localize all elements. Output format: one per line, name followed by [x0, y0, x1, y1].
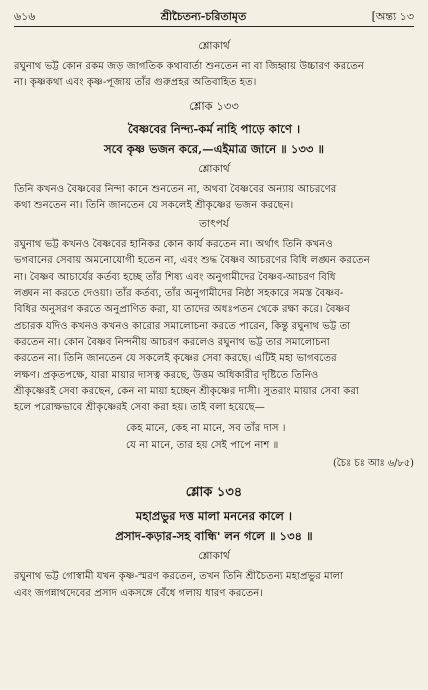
quote-line: যে না মানে, তার হয় সেই পাপে নাশ ॥	[126, 440, 279, 452]
page-number: ৬১৬	[14, 10, 36, 23]
translation-line: না। কৃষ্ণকথা এবং কৃষ্ণ-পূজায় তাঁর গুরুপ্রহর অতিবাহিত হত।	[14, 77, 257, 89]
purport-line: করতেন না। কোন বৈষ্ণব নিন্দনীয় আচরণ করলেও রঘুনাথ ভট্ট তার সমালোচনা	[14, 336, 330, 348]
purport-line: হলে পরোক্ষভাবে শ্রীকৃষ্ণেরই সেবা করা হয়। তাই বলা হয়েছে—	[14, 402, 265, 414]
verse-label: শ্লোক ১৩৪	[185, 485, 243, 501]
purport-line: না। বৈষ্ণব আচার্যের কর্তব্য হচ্ছে তাঁর শিষ্য এবং অনুগামীদের বৈষ্ণব-আচরণ বিধি	[14, 271, 336, 283]
translation-heading: শ্লোকার্থ	[198, 550, 230, 563]
translation-heading: শ্লোকার্থ	[198, 40, 230, 52]
translation-line: কথা শুনতেন না। তিনি জানতেন যে সকলেই শ্রীকৃষ্ণের ভজন করছেন।	[14, 199, 294, 211]
purport-line: শ্রীকৃষ্ণেরই সেবা করছেন, কেন না মায়া হচ্ছেন শ্রীকৃষ্ণের দাসী। সুতরাং মায়ার সেবা করা	[14, 385, 359, 397]
translation-line: এবং জগন্নাথদেবের প্রসাদ একসঙ্গে বেঁধে গলায় ধারণ করতেন।	[14, 587, 263, 599]
purport-line: বিধির অনুসরণ করতে অনুপ্রাণিত করা, যা তাদের অধঃপতন থেকে রক্ষা করে। বৈষ্ণব	[14, 304, 351, 316]
scripture-citation: (চৈঃ চঃ আঃ ৬/৮৫)	[332, 458, 414, 470]
translation-line: তিনি কখনও বৈষ্ণবের নিন্দা কানে শুনতেন না, অথবা বৈষ্ণবের অন্যায় আচরণের	[14, 183, 337, 195]
translation-line: রঘুনাথ ভট্ট কোন রকম জড় জাগতিক কথাবার্তা শুনতেন না বা জিহ্বায় উচ্চারণ করতেন	[14, 61, 365, 72]
purport-line: রঘুনাথ ভট্ট কখনও বৈষ্ণবের হানিকর কোন কার্য করতেন না। অর্থাৎ তিনি কখনও	[14, 239, 333, 251]
purport-heading: তাৎপর্য	[199, 218, 229, 231]
quote-line: কেহ মানে, কেহ না মানে, সব তাঁর দাস ।	[126, 423, 286, 435]
verse-line: প্রসাদ-কড়ার-সহ বান্ধি' লন গলে ॥ ১৩৪ ॥	[115, 529, 313, 544]
verse-line: বৈষ্ণবের নিন্দ্য-কর্ম নাহি পাড়ে কাণে ।	[127, 121, 301, 136]
purport-line: ভগবানের সেবায় অমনোযোগী হতেন না, এবং শুদ্ধ বৈষ্ণব আচরণের বিধি লঙ্ঘন করতেন	[14, 255, 370, 267]
verse-line: সবে কৃষ্ণ ভজন করে,—এইমাত্র জানে ॥ ১৩৩ ॥	[103, 141, 325, 156]
purport-line: লঙ্ঘন না করতে দেওয়া। তাঁর কর্তব্য, তাঁর অনুগামীদের নিষ্ঠা সহকারে সমস্ত বৈষ্ণব-	[14, 288, 344, 300]
translation-heading: শ্লোকার্থ	[198, 162, 230, 175]
purport-line: প্রচারক যদিও কখনও কখনও কারোর সমালোচনা করতে পারেন, কিন্তু রঘুনাথ ভট্ট তা	[14, 320, 351, 332]
verse-line: মহাপ্রভুর দত্ত মালা মননের কালে ।	[135, 509, 293, 524]
book-title: শ্রীচৈতন্য-চরিতামৃত	[160, 10, 247, 23]
section-label: [অন্ত্য ১৩	[371, 10, 414, 23]
purport-line: লক্ষণ। প্রকৃতপক্ষে, যারা মায়ার দাসত্ব করছে, উত্তম অধিকারীর দৃষ্টিতে তিনিও	[14, 369, 319, 381]
running-head	[14, 8, 414, 24]
purport-line: করতেন না। তিনি জানতেন যে সকলেই কৃষ্ণের সেবা করছে। এটিই মহা ভাগবতের	[14, 353, 337, 365]
translation-line: রঘুনাথ ভট্ট গোস্বামী যখন কৃষ্ণ-স্মরণ করতেন, তখন তিনি শ্রীচৈতন্য মহাপ্রভুর মালা	[14, 571, 344, 583]
verse-label: শ্লোক ১৩৩	[189, 98, 239, 113]
